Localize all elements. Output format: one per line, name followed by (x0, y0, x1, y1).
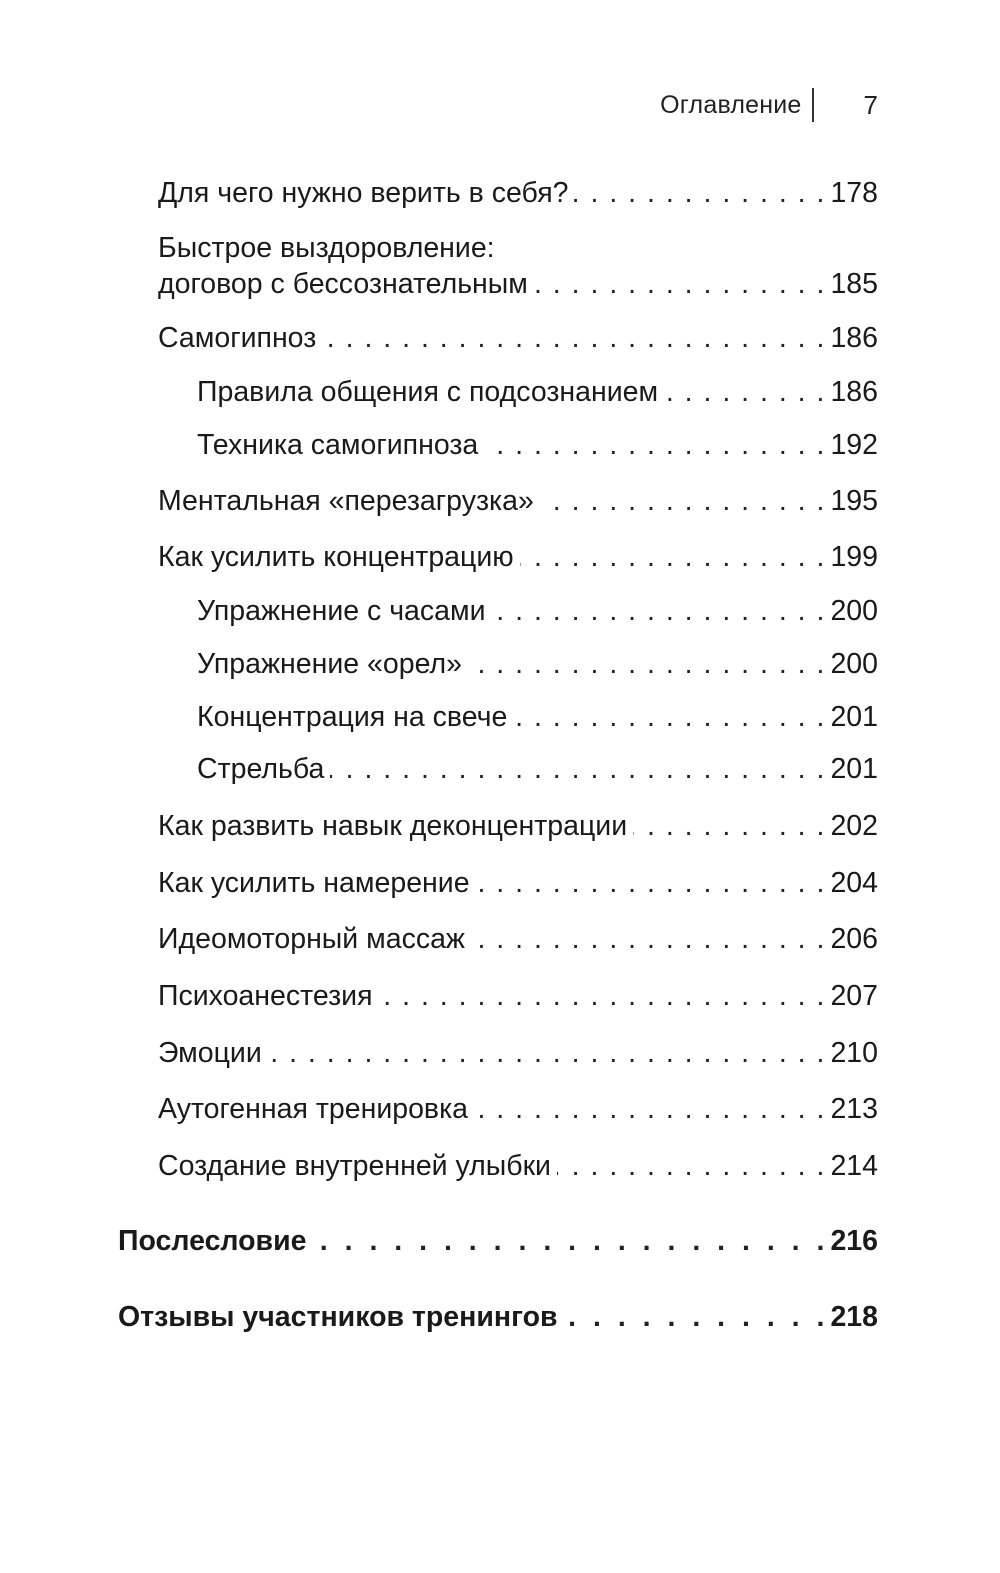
header-divider (812, 88, 814, 122)
toc-entry[interactable] (158, 175, 878, 211)
toc-entry-title: Концентрация на свече (197, 701, 508, 733)
toc-entry[interactable] (158, 1148, 878, 1184)
dot-leader (468, 646, 824, 682)
toc-entry-title: Создание внутренней улыбки (158, 1150, 551, 1182)
dot-leader (557, 1148, 824, 1184)
toc-entry-page: 202 (830, 810, 878, 842)
toc-entry-page: 214 (830, 1150, 878, 1182)
toc-entry-page: 195 (830, 485, 878, 517)
dot-leader (471, 921, 824, 957)
dot-leader (474, 1091, 824, 1127)
toc-entry[interactable] (158, 978, 878, 1014)
toc-entry-title: Идеомоторный массаж (158, 923, 465, 955)
toc-entry-title: Аутогенная тренировка (158, 1093, 469, 1125)
toc-entry-title: Эмоции (158, 1037, 262, 1069)
toc-entry[interactable] (158, 230, 878, 302)
toc-entry-title: Отзывы участников тренингов (118, 1301, 558, 1333)
toc-entry-title: Упражнение «орел» (197, 648, 462, 680)
toc-entry-page: 178 (830, 177, 878, 209)
toc-entry[interactable] (158, 1091, 878, 1127)
toc-entry-title: Техника самогипноза (197, 429, 479, 461)
dot-leader (322, 320, 824, 356)
running-header (660, 88, 878, 122)
toc-entry-page: 213 (830, 1093, 878, 1125)
toc-entry-page: 192 (830, 429, 878, 461)
dot-leader (534, 266, 825, 302)
toc-entry-title: Правила общения с подсознанием (197, 376, 659, 408)
toc-entry-title: Для чего нужно верить в себя? (158, 177, 569, 209)
toc-entry-page: 199 (830, 541, 878, 573)
toc-subentry[interactable] (197, 374, 878, 410)
toc-entry-title: Как развить навык деконцентрации (158, 810, 628, 842)
toc-entry-page: 216 (830, 1225, 878, 1257)
toc-entry-page: 206 (830, 923, 878, 955)
dot-leader (476, 865, 825, 901)
dot-leader (379, 978, 825, 1014)
dot-leader (520, 539, 825, 575)
toc-subentry[interactable] (197, 751, 878, 787)
toc-entry[interactable] (158, 320, 878, 356)
toc-chapter-entry[interactable] (118, 1223, 878, 1259)
page-number: 7 (863, 89, 878, 120)
dot-leader (492, 593, 825, 629)
toc-entry-title: Как усилить намерение (158, 867, 470, 899)
toc-entry-title: Упражнение с часами (197, 595, 486, 627)
toc-entry[interactable] (158, 921, 878, 957)
toc-entry-page: 186 (830, 322, 878, 354)
toc-entry-title: Как усилить концентрацию (158, 541, 514, 573)
dot-leader (330, 751, 824, 787)
dot-leader (574, 175, 824, 211)
toc-subentry[interactable] (197, 646, 878, 682)
toc-entry-page: 200 (830, 648, 878, 680)
dot-leader (312, 1223, 824, 1259)
toc-entry-page: 201 (830, 701, 878, 733)
toc-entry-title: Стрельба (197, 753, 325, 785)
toc-entry-title: Самогипноз (158, 322, 317, 354)
toc-entry[interactable] (158, 1035, 878, 1071)
toc-chapter-entry[interactable] (118, 1299, 878, 1335)
toc-subentry[interactable] (197, 593, 878, 629)
toc-subentry[interactable] (197, 427, 878, 463)
toc-entry[interactable] (158, 483, 878, 519)
toc-entry-page: 218 (830, 1301, 878, 1333)
toc-entry[interactable] (158, 539, 878, 575)
toc-entry-page: 201 (830, 753, 878, 785)
toc-entry-title: договор с бессознательным (158, 268, 528, 300)
toc-entry-title-line1: Быстрое выздоровление: (158, 232, 495, 264)
toc-entry-page: 185 (830, 268, 878, 300)
dot-leader (540, 483, 825, 519)
section-title: Оглавление (660, 90, 802, 119)
toc-entry-page: 207 (830, 980, 878, 1012)
toc-entry-page: 186 (830, 376, 878, 408)
toc-entry-page: 204 (830, 867, 878, 899)
toc-entry-title: Психоанестезия (158, 980, 373, 1012)
dot-leader (268, 1035, 825, 1071)
toc-entry-page: 210 (830, 1037, 878, 1069)
toc-subentry[interactable] (197, 699, 878, 735)
toc-entry-title: Ментальная «перезагрузка» (158, 485, 534, 517)
dot-leader (513, 699, 824, 735)
dot-leader (633, 808, 824, 844)
toc-entry-title: Послесловие (118, 1225, 307, 1257)
toc-entry[interactable] (158, 865, 878, 901)
dot-leader (564, 1299, 825, 1335)
dot-leader (484, 427, 824, 463)
toc-entry-page: 200 (830, 595, 878, 627)
dot-leader (664, 374, 824, 410)
toc-entry[interactable] (158, 808, 878, 844)
